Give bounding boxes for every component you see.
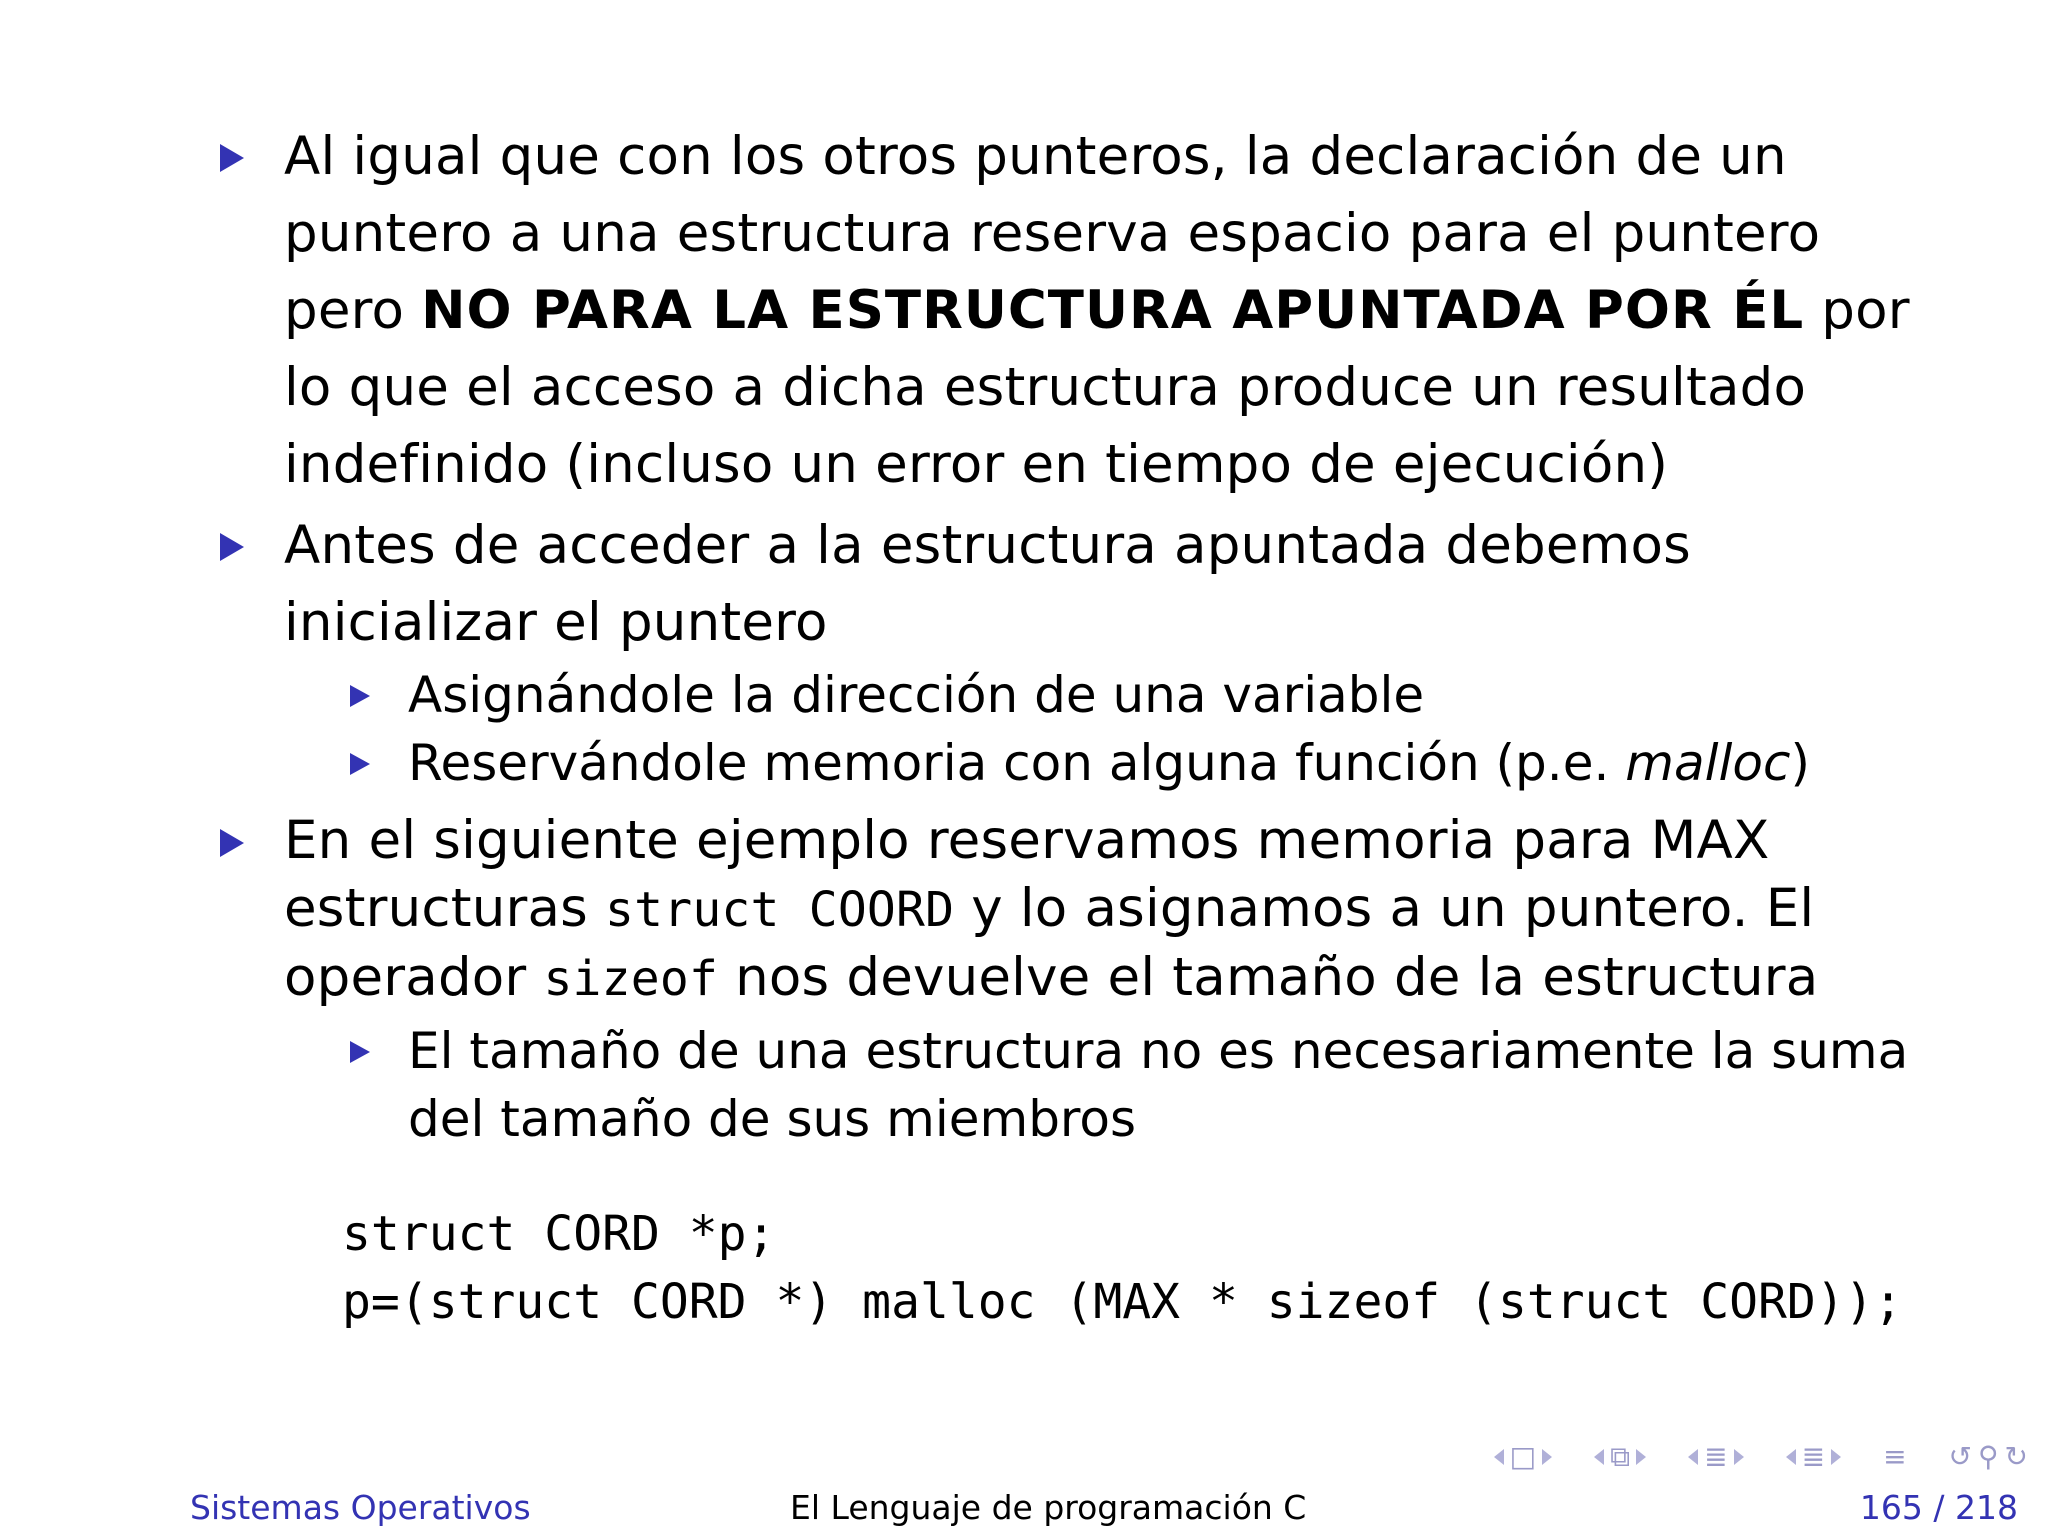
slide-footer <box>0 1488 2048 1528</box>
nav-right-icon[interactable] <box>1734 1449 1744 1465</box>
bullet-triangle-icon <box>220 829 244 857</box>
nav-search[interactable] <box>1949 1440 2028 1474</box>
bullet-text: Antes de acceder a la estructura apuntada debemos inicializar el puntero <box>284 515 1691 653</box>
nav-right-icon[interactable] <box>1542 1449 1552 1465</box>
bullet-triangle-icon <box>220 144 244 172</box>
code-block <box>342 1200 1903 1336</box>
bullet-text: nos devuelve el tamaño de la estructura <box>718 947 1819 1008</box>
bullet-triangle-icon <box>220 533 244 561</box>
footer-course: Sistemas Operativos <box>190 1488 531 1527</box>
nav-toc[interactable] <box>1883 1440 1906 1474</box>
nav-frame[interactable] <box>1494 1440 1552 1474</box>
back-icon[interactable]: ↺ <box>1948 1440 1973 1473</box>
inline-code: sizeof <box>543 951 719 1007</box>
footer-title: El Lenguaje de programación C <box>790 1488 1307 1527</box>
subsection-icon[interactable]: ⧉ <box>1610 1440 1631 1473</box>
sub-bullet-text: Asignándole la dirección de una variable <box>408 666 1425 724</box>
forward-icon[interactable]: ↻ <box>2004 1440 2028 1473</box>
nav-left-icon[interactable] <box>1594 1449 1604 1465</box>
search-icon[interactable]: ⚲ <box>1978 1440 1999 1473</box>
bullet-text: y lo asignamos a un puntero. El operador <box>284 878 1815 1008</box>
sub-bullet-text: El tamaño de una estructura no es necesariamente la suma del tamaño de sus miembros <box>408 1022 1909 1148</box>
bullet-emphasis: NO PARA LA ESTRUCTURA APUNTADA POR ÉL <box>421 280 1805 341</box>
sub-bullet-triangle-icon <box>350 685 370 707</box>
sub-bullet-text: Reservándole memoria con alguna función (p.e. <box>408 734 1626 792</box>
frame-icon[interactable]: □ <box>1509 1440 1537 1473</box>
inline-code: struct COORD <box>605 882 955 938</box>
nav-left-icon[interactable] <box>1494 1449 1504 1465</box>
bullet-text: En el siguiente ejemplo reservamos memoria para MAX estructuras <box>284 810 1770 939</box>
nav-subsection[interactable] <box>1594 1440 1646 1474</box>
nav-document[interactable] <box>1786 1440 1841 1474</box>
function-name: malloc <box>1625 734 1791 792</box>
code-line: struct CORD *p; <box>342 1206 776 1262</box>
nav-left-icon[interactable] <box>1786 1449 1796 1465</box>
bullet-text: Al igual que con los otros punteros, la declaración de un puntero a una estructura reserva espacio para el puntero pero <box>284 126 1821 341</box>
bullet-text: por lo que el acceso a dicha estructura produce un resultado indefinido (incluso un error en tiempo de ejecución) <box>284 280 1910 495</box>
sub-bullet-item <box>220 1017 1920 1153</box>
footer-page-number: 165 / 218 <box>1859 1488 2018 1527</box>
bullet-item <box>220 807 1920 1013</box>
beamer-navigation <box>1494 1440 2028 1474</box>
sub-bullet-item <box>220 729 1920 797</box>
sub-bullet-triangle-icon <box>350 753 370 775</box>
nav-right-icon[interactable] <box>1831 1449 1841 1465</box>
bullet-item <box>220 118 1920 503</box>
sub-bullet-triangle-icon <box>350 1041 370 1063</box>
bullet-item <box>220 507 1920 661</box>
toc-icon[interactable]: ≡ <box>1883 1440 1907 1473</box>
slide-body <box>220 118 1920 1153</box>
nav-section[interactable] <box>1688 1440 1743 1474</box>
sub-bullet-item <box>220 661 1920 729</box>
section-icon[interactable]: ≣ <box>1704 1440 1728 1473</box>
document-icon[interactable]: ≣ <box>1801 1440 1826 1473</box>
sub-bullet-text: ) <box>1790 734 1810 792</box>
nav-right-icon[interactable] <box>1636 1449 1646 1465</box>
nav-left-icon[interactable] <box>1688 1449 1698 1465</box>
code-line: p=(struct CORD *) malloc (MAX * sizeof (struct CORD)); <box>342 1274 1903 1330</box>
